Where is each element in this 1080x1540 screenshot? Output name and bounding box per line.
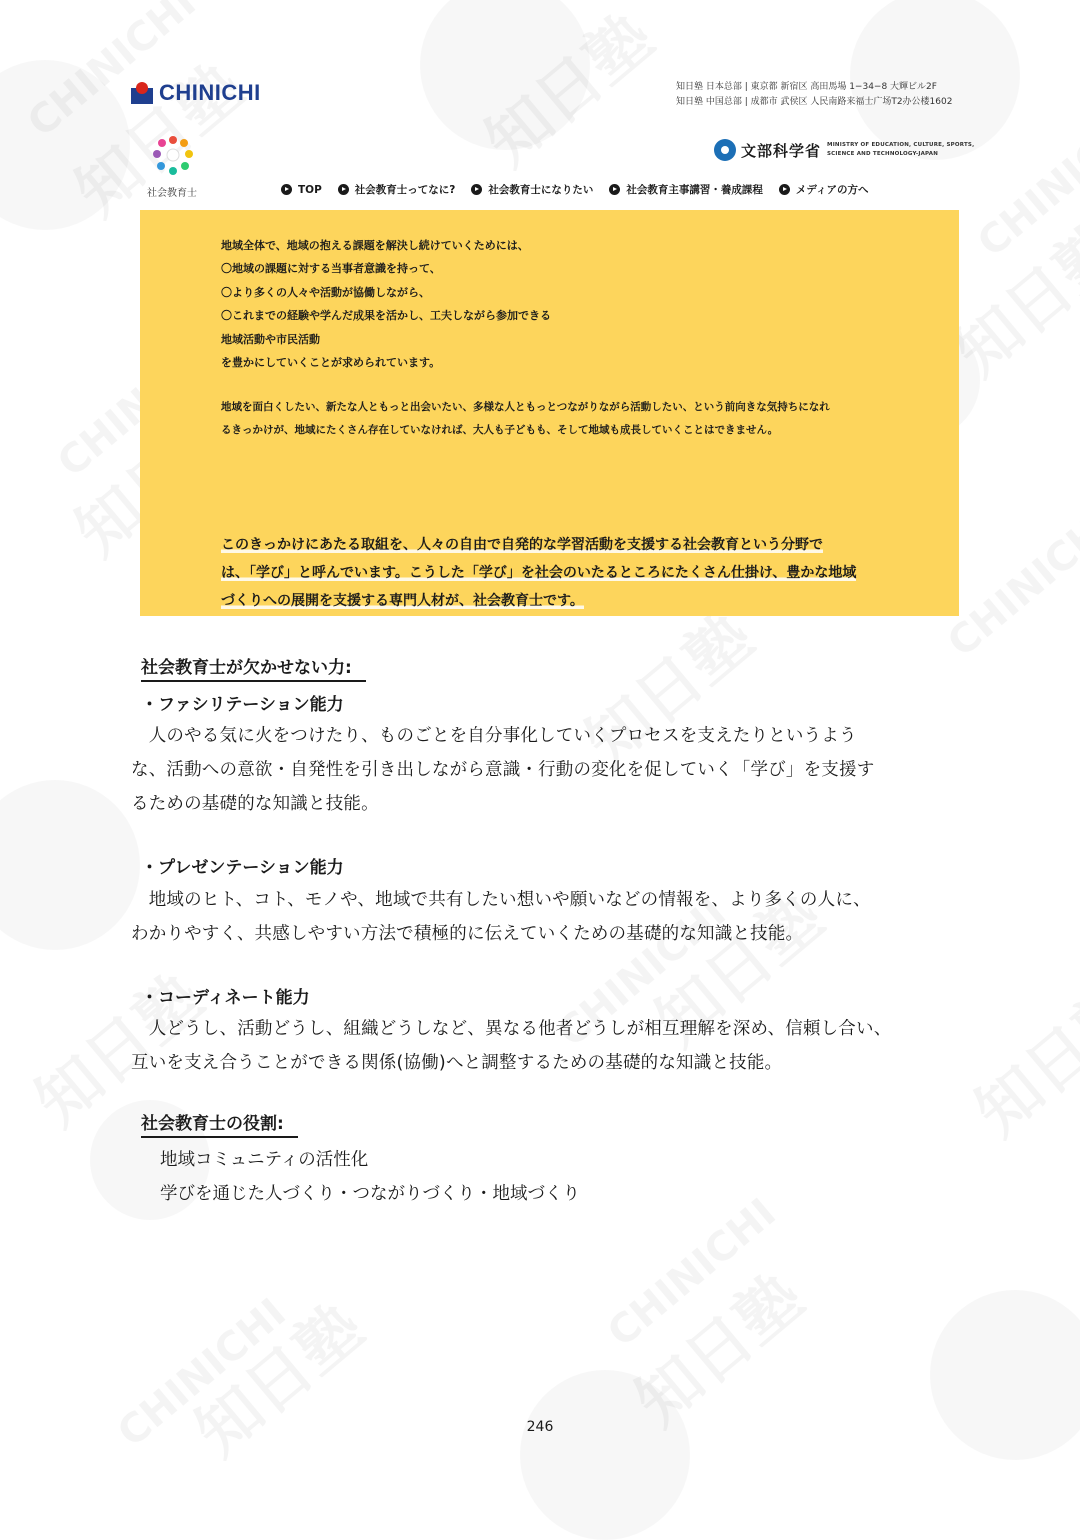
nav-item-course[interactable]: 社会教育主事講習・養成課程 xyxy=(609,182,763,197)
logo-text: CHINICHI xyxy=(159,80,261,105)
arrow-circle-icon xyxy=(779,184,790,195)
ability-description: 人どうし、活動どうし、組織どうしなど、異なる他者どうしが相互理解を深め、信頼し合い、 互いを支え合うことができる関係(協働)へと調整するための基礎的な知識と技能。 xyxy=(131,1019,892,1073)
mext-emblem-icon xyxy=(714,139,736,161)
mext-name-jp: 文部科学省 xyxy=(741,141,822,160)
chinichi-logo-icon xyxy=(131,82,153,104)
ability-description: 地域のヒト、コト、モノや、地域で共有したい想いや願いなどの情報を、より多くの人に、 わかりやすく、共感しやすい方法で積極的に伝えていくための基礎的な知識と技能。 xyxy=(131,890,871,944)
page-number: 246 xyxy=(526,1419,554,1435)
ability-title: ・プレゼンテーション能力 xyxy=(141,858,344,878)
emblem-caption: 社会教育士 xyxy=(147,188,197,199)
ability-title: ・ファシリテーション能力 xyxy=(141,695,344,715)
address-block xyxy=(676,80,952,110)
address-line: 知日塾 中国总部 | 成都市 武侯区 人民南路来福士广场T2办公楼1602 xyxy=(676,97,953,107)
roles-heading: 社会教育士の役割: xyxy=(141,1112,298,1138)
role-item: 地域コミュニティの活性化 xyxy=(160,1150,369,1170)
ability-description: 人のやる気に火をつけたり、ものごとを自分事化していくプロセスを支えたりというよう な、活動への意欲・自発性を引き出しながら意識・行動の変化を促していく「学び」を支援す るための基礎的な知識と技能。 xyxy=(131,726,875,814)
intro-banner xyxy=(140,210,959,616)
ability-title: ・コーディネート能力 xyxy=(141,988,310,1008)
arrow-circle-icon xyxy=(338,184,349,195)
banner-paragraph: 地域全体で、地域の抱える課題を解決し続けていくためには、 〇地域の課題に対する当事者意識を持って、 〇より多くの人々や活動が協働しながら、 〇これまでの経験や学んだ成果を活かし、工夫しながら参加できる 地域活動や市民活動 を豊かにしていくことが求められています。 xyxy=(221,239,551,370)
address-line: 知日塾 日本总部 | 東京都 新宿区 高田馬場 1−34−8 大輝ビル2F xyxy=(676,82,937,92)
role-item: 学びを通じた人づくり・つながりづくり・地域づくり xyxy=(160,1184,580,1204)
banner-paragraph: 地域を面白くしたい、新たな人ともっと出会いたい、多様な人ともっとつながりながら活動したい、という前向きな気持ちになれ るきっかけが、地域にたくさん存在していなければ、大人も子どもも、そして地域も成長していくことはできません。 xyxy=(221,401,830,436)
main-nav xyxy=(281,182,869,197)
nav-item-top[interactable]: TOP xyxy=(281,182,322,197)
arrow-circle-icon xyxy=(281,184,292,195)
nav-item-media[interactable]: メディアの方へ xyxy=(779,182,869,197)
arrow-circle-icon xyxy=(471,184,482,195)
banner-highlight-paragraph: このきっかけにあたる取組を、人々の自由で自発的な学習活動を支援する社会教育という分野で は、「学び」と呼んでいます。こうした「学び」を社会のいたるところにたくさん仕掛け、豊かな地域 づくりへの展開を支援する専門人材が、社会教育士です。 xyxy=(221,537,857,609)
mext-logo xyxy=(714,139,974,161)
nav-item-about[interactable]: 社会教育士ってなに? xyxy=(338,182,456,197)
abilities-heading: 社会教育士が欠かせない力: xyxy=(141,656,366,682)
arrow-circle-icon xyxy=(609,184,620,195)
chinichi-logo xyxy=(131,80,261,106)
mext-name-en: MINISTRY OF EDUCATION, CULTURE, SPORTS, SCIENCE AND TECHNOLOGY-JAPAN xyxy=(827,142,975,157)
social-educator-emblem-icon xyxy=(148,130,198,180)
nav-item-become[interactable]: 社会教育士になりたい xyxy=(471,182,593,197)
